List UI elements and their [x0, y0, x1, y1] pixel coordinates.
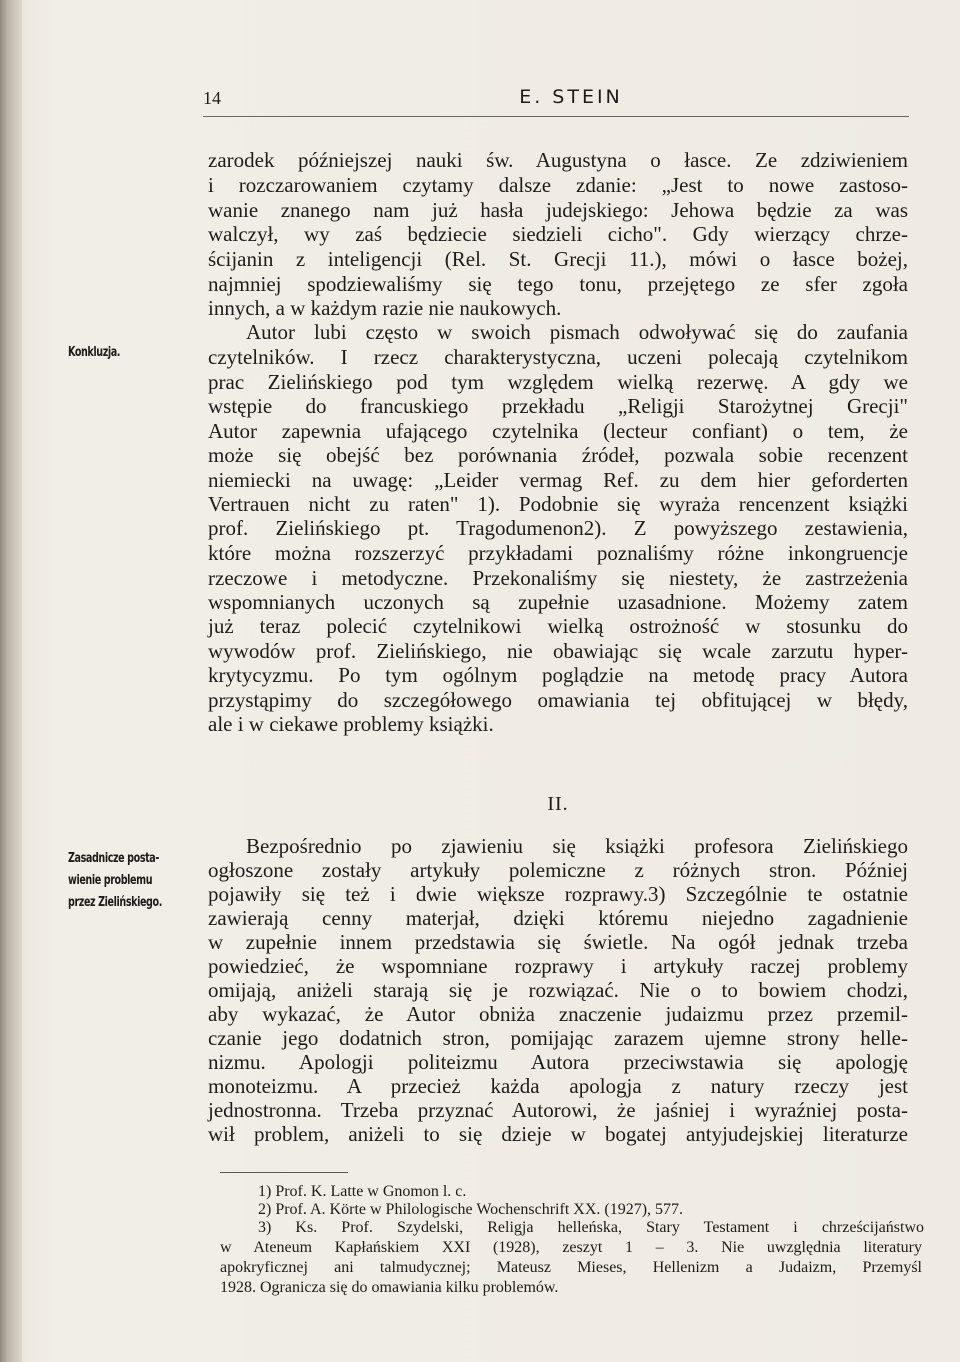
body-line: wstępie do francuskiego przekładu „Religji Starożytnej Grecji" [208, 394, 908, 418]
footnote: 3) Ks. Prof. Szydelski, Religja helleńska, Stary Testament i chrześcijaństwo [258, 1219, 924, 1236]
body-line: jednostronna. Trzeba przyznać Autorowi, że jaśniej i wyraźniej posta- [208, 1098, 908, 1122]
body-line: Autor lubi często w swoich pismach odwoływać się do zaufania [246, 320, 908, 344]
body-line: innych, a w każdym razie nie naukowych. [208, 296, 562, 320]
body-line: krytycyzmu. Po tym ogólnym poglądzie na metodę pracy Autora [208, 663, 908, 687]
body-line: najmniej spodziewaliśmy się tego tonu, przejętego ze sfer zgoła [208, 272, 908, 296]
margin-note-konkluzja [68, 343, 183, 363]
body-line: monoteizmu. A przecież każda apologja z natury rzeczy jest [208, 1074, 908, 1098]
running-head: E. STEIN [519, 86, 623, 108]
body-line: pojawiły się też i dwie większe rozprawy.3) Szczególnie te ostatnie [208, 882, 908, 906]
margin-note-line: Zasadnicze posta- [68, 851, 159, 866]
footnote-continuation: 1928. Ogranicza się do omawiania kilku problemów. [220, 1279, 559, 1296]
body-line: aby wykazać, że Autor obniża znaczenie judaizmu przez przemil- [208, 1002, 908, 1026]
body-line: czanie jego dodatnich stron, pomijając zarazem ujemne strony helle- [208, 1026, 908, 1050]
body-line: omijają, aniżeli starają się je rozwiązać. Nie o to bowiem chodzi, [208, 978, 908, 1002]
body-line: niemiecki na uwagę: „Leider vermag Ref. zu dem hier geforderten [208, 468, 908, 492]
footnote: 1) Prof. K. Latte w Gnomon l. c. [258, 1183, 467, 1200]
body-line: ścijanin z inteligencji (Rel. St. Grecji 11.), mówi o łasce bożej, [208, 247, 908, 271]
body-line: w zupełnie innem przedstawia się świetle. Na ogół jednak trzeba [208, 930, 908, 954]
body-line: wywodów prof. Zielińskiego, nie obawiając się wcale zarzutu hyper- [208, 639, 908, 663]
body-line: prof. Zielińskiego pt. Tragodumenon2). Z powyższego zestawienia, [208, 516, 908, 540]
body-line: ale i w ciekawe problemy książki. [208, 712, 494, 736]
body-line: przystąpimy do szczegółowego omawiania tej obfitującej w błędy, [208, 688, 908, 712]
footnote-continuation: w Ateneum Kapłańskiem XXI (1928), zeszyt 1 – 3. Nie uwzględnia literatury [220, 1239, 922, 1256]
footnote: 2) Prof. A. Körte w Philologische Wochenschrift XX. (1927), 577. [258, 1201, 684, 1218]
margin-note-zasadnicze [68, 848, 183, 914]
page-number: 14 [203, 88, 221, 108]
body-line: może się obejść bez porównania źródeł, pozwala sobie recenzent [208, 443, 908, 467]
margin-note-line: Konkluzja. [68, 345, 121, 360]
body-line: wił problem, aniżeli to się dzieje w bogatej antyjudejskiej literaturze [208, 1122, 908, 1146]
body-line: wspomnianych uczonych są zupełnie uzasadnione. Możemy zatem [208, 590, 908, 614]
body-line: Bezpośrednio po zjawieniu się książki profesora Zielińskiego [246, 834, 908, 858]
body-line: które można rozszerzyć przykładami poznaliśmy różne inkongruencje [208, 541, 908, 565]
body-line: Vertrauen nicht zu raten" 1). Podobnie się wyraża rencenzent książki [208, 492, 908, 516]
body-line: już teraz polecić czytelnikowi wielką ostrożność w stosunku do [208, 614, 908, 638]
body-line: zarodek późniejszej nauki św. Augustyna o łasce. Ze zdziwieniem [208, 148, 908, 172]
body-line: Autor zapewnia ufającego czytelnika (lecteur confiant) o tem, że [208, 419, 908, 443]
section-heading: II. [547, 793, 569, 815]
body-line: wanie znanego nam już hasła judejskiego: Jehowa będzie za was [208, 198, 908, 222]
body-line: walczył, wy zaś będziecie siedzieli cicho". Gdy wierzący chrze- [208, 222, 908, 246]
body-line: nizmu. Apologji politeizmu Autora przeciwstawia się apologję [208, 1050, 908, 1074]
page-header [203, 86, 909, 117]
body-line: ogłoszone zostały artykuły polemiczne z różnych stron. Później [208, 858, 908, 882]
body-line: i rozczarowaniem czytamy dalsze zdanie: „Jest to nowe zastoso- [208, 173, 908, 197]
margin-note-line: przez Zielińskiego. [68, 895, 162, 910]
body-line: czytelników. I rzecz charakterystyczna, uczeni polecają czytelnikom [208, 345, 908, 369]
body-line: rzeczowe i metodyczne. Przekonaliśmy się niestety, że zastrzeżenia [208, 566, 908, 590]
body-line: powiedzieć, że wspomniane rozprawy i artykuły raczej problemy [208, 954, 908, 978]
body-line: prac Zielińskiego pod tym względem wielką rezerwę. A gdy we [208, 370, 908, 394]
margin-note-line: wienie problemu [68, 873, 153, 888]
body-line: zawierają cenny materjał, dzięki któremu niejedno zagadnienie [208, 906, 908, 930]
footnote-rule [220, 1172, 348, 1173]
book-spine-shadow [0, 0, 22, 1362]
footnote-continuation: apokryficznej ani talmudycznej; Mateusz Mieses, Hellenizm a Judaizm, Przemyśl [220, 1259, 922, 1276]
